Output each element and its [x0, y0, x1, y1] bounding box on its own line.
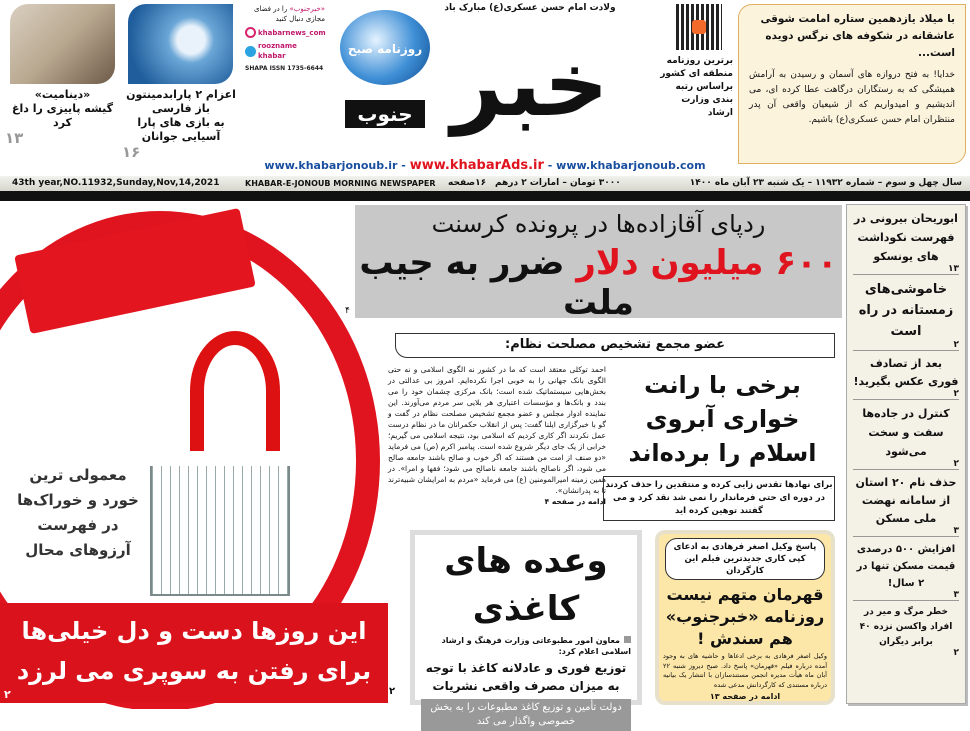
telegram-link[interactable] [245, 41, 325, 61]
telegram-handle: roozname khabar [258, 42, 297, 60]
telegram-icon [245, 46, 256, 57]
ranking-blurb: برترین روزنامه منطقه ای کشور براساس رتبه بندی وزارت ارشاد [660, 56, 733, 118]
bullet-icon [624, 636, 631, 643]
illustration-headline[interactable] [0, 603, 388, 703]
interview-body[interactable] [388, 364, 606, 507]
page-ref: ۲ [4, 688, 11, 701]
film-story-teaser[interactable] [5, 88, 120, 146]
social-intro: را در فضای مجازی دنبال کنید [253, 5, 325, 23]
paper-lead [421, 635, 631, 657]
headline-line: این روزها دست و دل خیلی‌ها [21, 617, 367, 645]
url-left[interactable]: www.khabarjonoub.ir - [264, 159, 406, 172]
divider [0, 191, 970, 201]
url-ads[interactable]: www.khabarAds.ir [409, 158, 544, 173]
item-title: کنترل در جاده‌ها سفت و سخت می‌شود [862, 407, 950, 458]
persian-date: سال چهل و سوم – شماره ۱۱۹۳۲ – یک شنبه ۲۳ آبان ماه ۱۴۰۰ [689, 178, 962, 188]
badminton-story-teaser[interactable] [122, 88, 240, 160]
greeting-body: خدایا! به فتح دروازه های آسمان و رسیدن به آرامش همیشگی که به رستگاران درگاهت عطا کرده ای، می اندیشیم و امیدواریم که از شیعیان واقعی آن پدر منتظران امام حسن عسکری(ع) باشیم. [749, 70, 955, 125]
caption-line: آرزوهای محال [25, 541, 131, 559]
price: ۳۰۰۰ تومان – امارات ۲ درهم [495, 178, 621, 188]
teaser-page: ۱۶ [122, 143, 141, 161]
shopping-cart-icon [150, 466, 290, 596]
issue-info-bar [0, 176, 970, 191]
lead-label: معاون امور مطبوعاتی وزارت فرهنگ و ارشاد اسلامی اعلام کرد: [441, 636, 631, 656]
page-ref: ۳ [953, 590, 959, 600]
masthead-logo-sub: جنوب [345, 100, 425, 128]
caption-line: معمولی ترین [29, 466, 127, 484]
english-date: 43th year,NO.11932,Sunday,Nov,14,2021 [12, 178, 220, 188]
sidebar-item[interactable] [853, 351, 959, 400]
instagram-icon [245, 27, 256, 38]
logo-tagline: روزنامه صبح [347, 42, 423, 56]
greeting-box [738, 4, 966, 164]
news-sidebar [846, 204, 966, 704]
interview-headline[interactable]: برخی با رانت خواری آبروی اسلام را برده‌اند [628, 371, 817, 467]
paper-headline: وعده های کاغذی [444, 541, 608, 629]
sidebar-item[interactable] [853, 601, 959, 658]
paper-story[interactable] [389, 530, 642, 727]
item-title: خطر مرگ و میر در افراد واکسن نزده ۴۰ برابر دیگران [859, 607, 953, 647]
masthead-logo[interactable]: خبر [451, 32, 609, 137]
film-story[interactable] [655, 530, 835, 705]
item-title: بعد از تصادف فوری عکس بگیرید! [853, 357, 959, 388]
paper-name: KHABAR-E-JONOUB MORNING NEWSPAPER [245, 179, 436, 188]
lead-headline [355, 243, 842, 323]
magnet-icon [190, 331, 280, 451]
teaser-title: اعزام ۲ پارابدمینتون باز فارسی [126, 88, 236, 115]
film-headline: قهرمان متهم نیست روزنامه «خبرجنوب» هم سندش ! [665, 585, 825, 648]
item-title: افزایش ۵۰۰ درصدی قیمت مسکن تنها در ۲ سال! [856, 544, 956, 589]
continued-link[interactable]: ادامه در صفحه ۱۳ [709, 692, 781, 701]
url-right[interactable]: - www.khabarjonoub.com [547, 159, 706, 172]
page-ref: ۲ [953, 389, 959, 399]
teaser-subtitle: گیشه پاییزی را داغ کرد [11, 102, 114, 129]
page-ref: ۱۳ [948, 264, 959, 274]
headline-black: ضرر به جیب ملت [359, 243, 634, 323]
page-ref: ۲ [389, 686, 396, 697]
continued-link[interactable]: ادامه در صفحه ۴ [544, 497, 606, 506]
occasion-line: ولادت امام حسن عسکری(ع) مبارک باد [444, 3, 616, 13]
headline-line: برای رفتن به سوپری می لرزد [16, 657, 372, 685]
teaser-title: «دینامیت» [34, 88, 91, 101]
film-kicker: پاسخ وکیل اصغر فرهادی به ادعای کپی کاری جدیدترین فیلم این کارگردان [665, 538, 825, 580]
sidebar-item[interactable] [853, 400, 959, 470]
teaser-page: ۱۳ [5, 129, 24, 147]
caption-line: در فهرست [37, 516, 119, 534]
subtitle-line: برای نهادها تقدس زایی کرده و منتقدین را حذف کردند [605, 480, 833, 490]
website-links [245, 158, 725, 174]
page-count: ۱۶صفحه [448, 178, 487, 188]
item-title: خاموشی‌های زمستانه در راه است [858, 282, 954, 339]
teaser-subtitle: به بازی های پارا آسیایی جوانان [137, 116, 225, 143]
lead-kicker: ردپای آقازاده‌ها در پرونده کرسنت [431, 210, 766, 238]
sidebar-item[interactable] [853, 275, 959, 351]
illustration-caption [8, 463, 148, 563]
interview-subtitle [603, 476, 835, 521]
item-title: حذف نام ۲۰ استان از سامانه نهضت ملی مسکن [855, 476, 957, 525]
headline-red: ۶۰۰ میلیون دلار [576, 243, 838, 283]
item-title: ابوریحان بیرونی در فهرست نکوداشت های یونسکو [854, 212, 958, 263]
instagram-link[interactable] [245, 27, 325, 38]
page-ref: ۲ [953, 459, 959, 469]
greeting-title: با میلاد یازدهمین ستاره امامت شوقی عاشقانه در شکوفه های نرگس دویده است... [760, 13, 955, 59]
social-box [245, 4, 325, 84]
body-text: احمد توکلی معتقد است که ما در کشور نه الگوی اسلامی و نه حتی الگوی بانک جهانی را به خوبی اجرا نکرده‌ایم. امروز بی عدالتی در بخش‌هایی سیستماتیک شده است؛ بانک مرکزی چشمان خود را می بندد و بانک‌ها و مؤسسات اعتباری هر بلایی سر مردم می‌آورند. این نماینده ادوار مجلس و عضو مجمع تشخیص مصلحت نظام در گفت و گو با خبرگزاری ایلنا گفت: پس از انقلاب حکمرانان ما در نظام درست عمل نکردند اگر کاری کردیم که اسلامی بود، نتیجه اسلامی می گیریم؛ خرابی از یک جای دیگر شروع شده است. پیامبر اکرم (ص) می فرماید «دو صنف از امت من هستند که اگر خوب و صالح باشند جامعه صالح می شود، اگر ناصالح باشند جامعه ناصالح می شود؛ فقها و امرا». در همین زمینه امیرالمومنین (ع) می فرماید «مردم به امرایشان شبیه‌ترند تا به پدرانشان». [388, 365, 606, 495]
sidebar-item[interactable] [853, 205, 959, 275]
page-ref: ۲ [953, 648, 959, 658]
paper-banner: دولت تأمین و توزیع کاغذ مطبوعات را به بخش خصوصی واگذار می کند [421, 699, 631, 731]
sidebar-item[interactable] [853, 537, 959, 601]
page-ref: ۴ [345, 306, 350, 316]
social-brand: «خبرجنوب» [289, 5, 325, 13]
film-body: وکیل اصغر فرهادی به برخی ادعاها و حاشیه های به وجود آمده درباره فیلم «قهرمان» پاسخ داد. صبح دیروز شنبه ۲۲ آبان ماه هیأت مدیره انجمن مستندسازان با انتشار یک بیانیه درباره مستندی که کارگردانش مدعی شده [663, 652, 827, 689]
paper-subhead: توزیع فوری و عادلانه کاغذ با توجه به میزان مصرف واقعی نشریات [425, 661, 627, 693]
issn: SHAPA ISSN 1735-6644 [245, 65, 324, 72]
page-ref: ۳ [953, 526, 959, 536]
badminton-photo[interactable] [128, 4, 233, 84]
interview-label: عضو مجمع تشخیص مصلحت نظام: [395, 333, 835, 358]
sidebar-item[interactable] [853, 470, 959, 537]
instagram-handle: khabarnews_com [258, 28, 326, 37]
page-ref: ۲ [953, 340, 959, 350]
film-photo[interactable] [10, 4, 115, 84]
subtitle-line: در دوره ای حتی فرماندار را نمی شد نقد کرد و می گفتند توهین کرده اید [612, 493, 825, 516]
caption-line: خورد و خوراک‌ها [17, 491, 139, 509]
qr-code[interactable] [676, 4, 722, 50]
lead-story[interactable] [345, 205, 842, 323]
